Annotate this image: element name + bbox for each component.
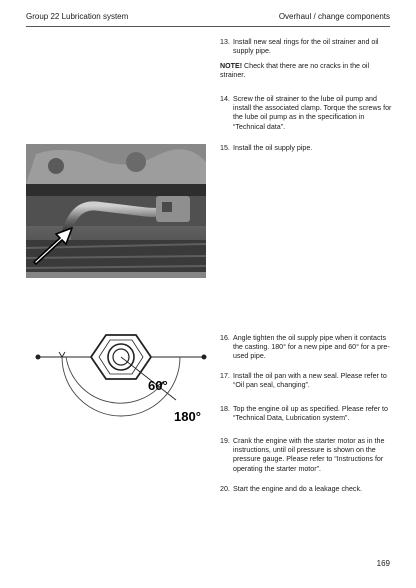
step-number: 19. xyxy=(220,437,230,445)
step-15 xyxy=(220,144,392,153)
page-number: 169 xyxy=(376,559,390,568)
step-number: 18. xyxy=(220,405,230,413)
step-number: 20. xyxy=(220,485,230,493)
step-number: 14. xyxy=(220,95,230,103)
step-number: 17. xyxy=(220,372,230,380)
step-text: Top the engine oil up as specified. Please refer to “Technical Data, Lubrication system”. xyxy=(233,405,388,423)
step-19 xyxy=(220,437,392,474)
step-text: Install the oil pan with a new seal. Please refer to “Oil pan seal, changing”. xyxy=(233,372,387,390)
step-16 xyxy=(220,334,392,362)
step-text: Angle tighten the oil supply pipe when it contacts the casting. 180° for a new pipe and 60° for a pre-used pipe. xyxy=(233,334,390,361)
header-chapter-title: Overhaul / change components xyxy=(278,12,390,21)
page-header xyxy=(26,10,390,27)
note-label: NOTE! xyxy=(220,62,243,70)
step-number: 15. xyxy=(220,144,230,152)
step-text: Start the engine and do a leakage check. xyxy=(233,485,362,493)
step-17 xyxy=(220,372,392,390)
step-14 xyxy=(220,95,392,132)
step-number: 16. xyxy=(220,334,230,342)
angle-tightening-diagram xyxy=(26,330,216,430)
step-text: Install new seal rings for the oil strainer and oil supply pipe. xyxy=(233,38,379,56)
step-18 xyxy=(220,405,392,423)
step-text: Screw the oil strainer to the lube oil pump and install the associated clamp. Torque the screws for the lube oil pump as in the specification in “Technical data”. xyxy=(233,95,392,131)
note-text: Check that there are no cracks in the oil strainer. xyxy=(220,62,370,80)
step-number: 13. xyxy=(220,38,230,46)
step-13 xyxy=(220,38,392,56)
angle-60-label: 60° xyxy=(148,378,168,393)
header-section-title: Group 22 Lubrication system xyxy=(26,12,129,21)
step-text: Install the oil supply pipe. xyxy=(233,144,313,152)
note-block xyxy=(220,62,392,80)
step-20 xyxy=(220,485,392,494)
step-text: Crank the engine with the starter motor as in the instructions, until oil pressure is shown on the pressure gauge. Please refer to “Instructions for operating the starter motor”. xyxy=(233,437,385,473)
angle-180-label: 180° xyxy=(174,409,201,424)
oil-supply-pipe-photo xyxy=(26,144,206,278)
